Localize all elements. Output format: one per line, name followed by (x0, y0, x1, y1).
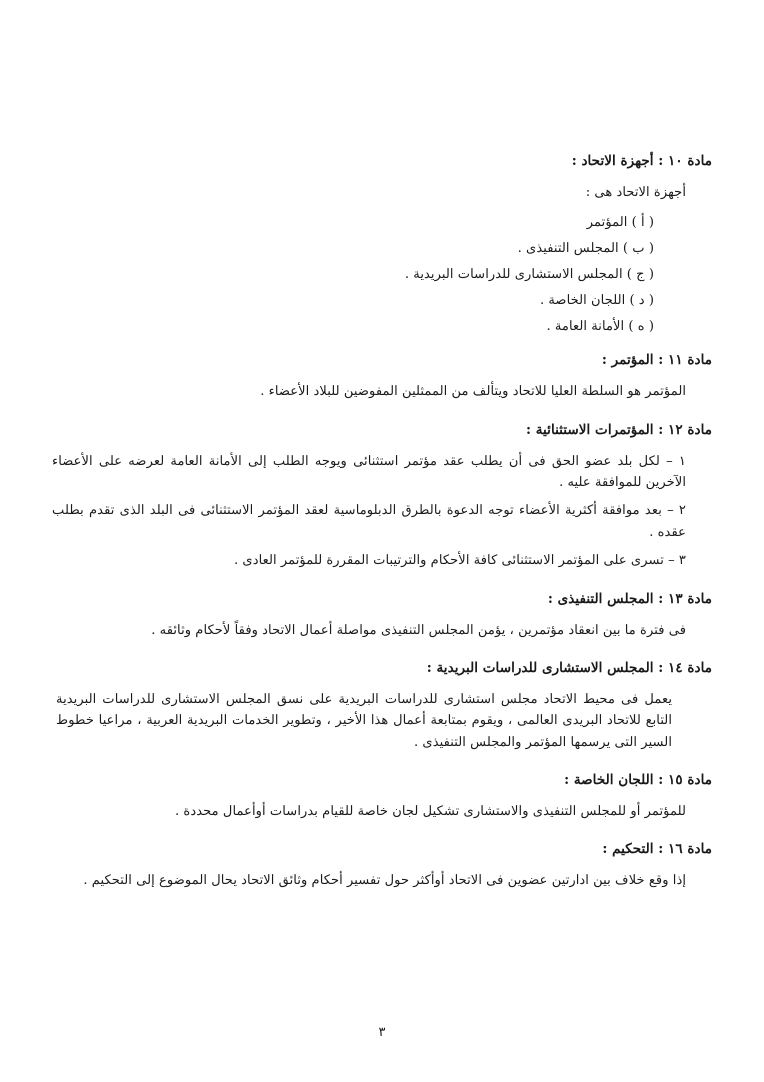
article-heading-10: مادة ١٠ : أجهزة الاتحاد : (571, 153, 712, 169)
article-section-11 (52, 349, 712, 402)
article-section-16 (52, 838, 712, 891)
list-item: ( د ) اللجان الخاصة . (539, 293, 654, 309)
article-16-paragraph: إذا وقع خلاف بين ادارتين عضوين فى الاتحاد أوأكثر حول تفسير أحكام وثائق الاتحاد يحال الموضوع إلى التحكيم . (83, 873, 686, 889)
article-11-paragraph: المؤتمر هو السلطة العليا للاتحاد ويتألف من الممثلين المفوضين للبلاد الأعضاء . (260, 384, 686, 400)
article-12-clause-3: ٣ – تسرى على المؤتمر الاستثنائى كافة الأحكام والترتيبات المقررة للمؤتمر العادى . (233, 553, 686, 569)
list-item: ( أ ) المؤتمر (586, 215, 654, 231)
article-15-paragraph: للمؤتمر أو للمجلس التنفيذى والاستشارى تشكيل لجان خاصة للقيام بدراسات أوأعمال محددة . (175, 804, 686, 820)
article-heading-11: مادة ١١ : المؤتمر : (601, 352, 712, 369)
article-12-clause-1: ١ – لكل بلد عضو الحق فى أن يطلب عقد مؤتمر استثنائى ويوجه الطلب إلى الأمانة العامة لعرضه على الأعضاء الآخرين للموافقة عليه . (52, 453, 686, 491)
page-number: ٣ (378, 1025, 386, 1040)
union-organs-list (52, 212, 712, 337)
article-heading-12: مادة ١٢ : المؤتمرات الاستثنائية : (526, 421, 712, 438)
article-section-10 (52, 150, 712, 337)
article-13-paragraph: فى فترة ما بين انعقاد مؤتمرين ، يؤمن المجلس التنفيذى مواصلة أعمال الاتحاد وفقاً لأحكام وثائقه . (151, 622, 686, 638)
article-heading-15: مادة ١٥ : اللجان الخاصة : (564, 772, 712, 789)
article-section-13 (52, 588, 712, 641)
article-10-lead: أجهزة الاتحاد هى : (585, 185, 686, 201)
article-section-12 (52, 419, 712, 572)
document-body (52, 150, 712, 892)
article-section-14 (52, 657, 712, 753)
list-item: ( ج ) المجلس الاستشارى للدراسات البريدية . (404, 267, 654, 283)
article-14-paragraph: يعمل فى محيط الاتحاد مجلس استشارى للدراسات البريدية على نسق المجلس الاستشارى للدراسات البريدية التابع للاتحاد البريدى العالمى ، ويقوم بمتابعة أعمال هذا الأخير ، وتطوير الخدمات البريدية العربية ، مراعيا خطوط السير التى يرسمها المؤتمر والمجلس التنفيذى . (56, 691, 672, 750)
list-item: ( ب ) المجلس التنفيذى . (517, 241, 654, 257)
article-section-15 (52, 769, 712, 822)
article-heading-14: مادة ١٤ : المجلس الاستشارى للدراسات البريدية : (426, 659, 712, 676)
list-item: ( ه ) الأمانة العامة . (546, 318, 654, 334)
article-heading-16: مادة ١٦ : التحكيم : (602, 841, 712, 858)
article-12-clause-2: ٢ – بعد موافقة أكثرية الأعضاء توجه الدعوة بالطرق الدبلوماسية لعقد المؤتمر الاستثنائى فى البلد الذى تقدم بطلب عقده . (52, 503, 686, 540)
article-heading-13: مادة ١٣ : المجلس التنفيذى : (547, 590, 712, 607)
